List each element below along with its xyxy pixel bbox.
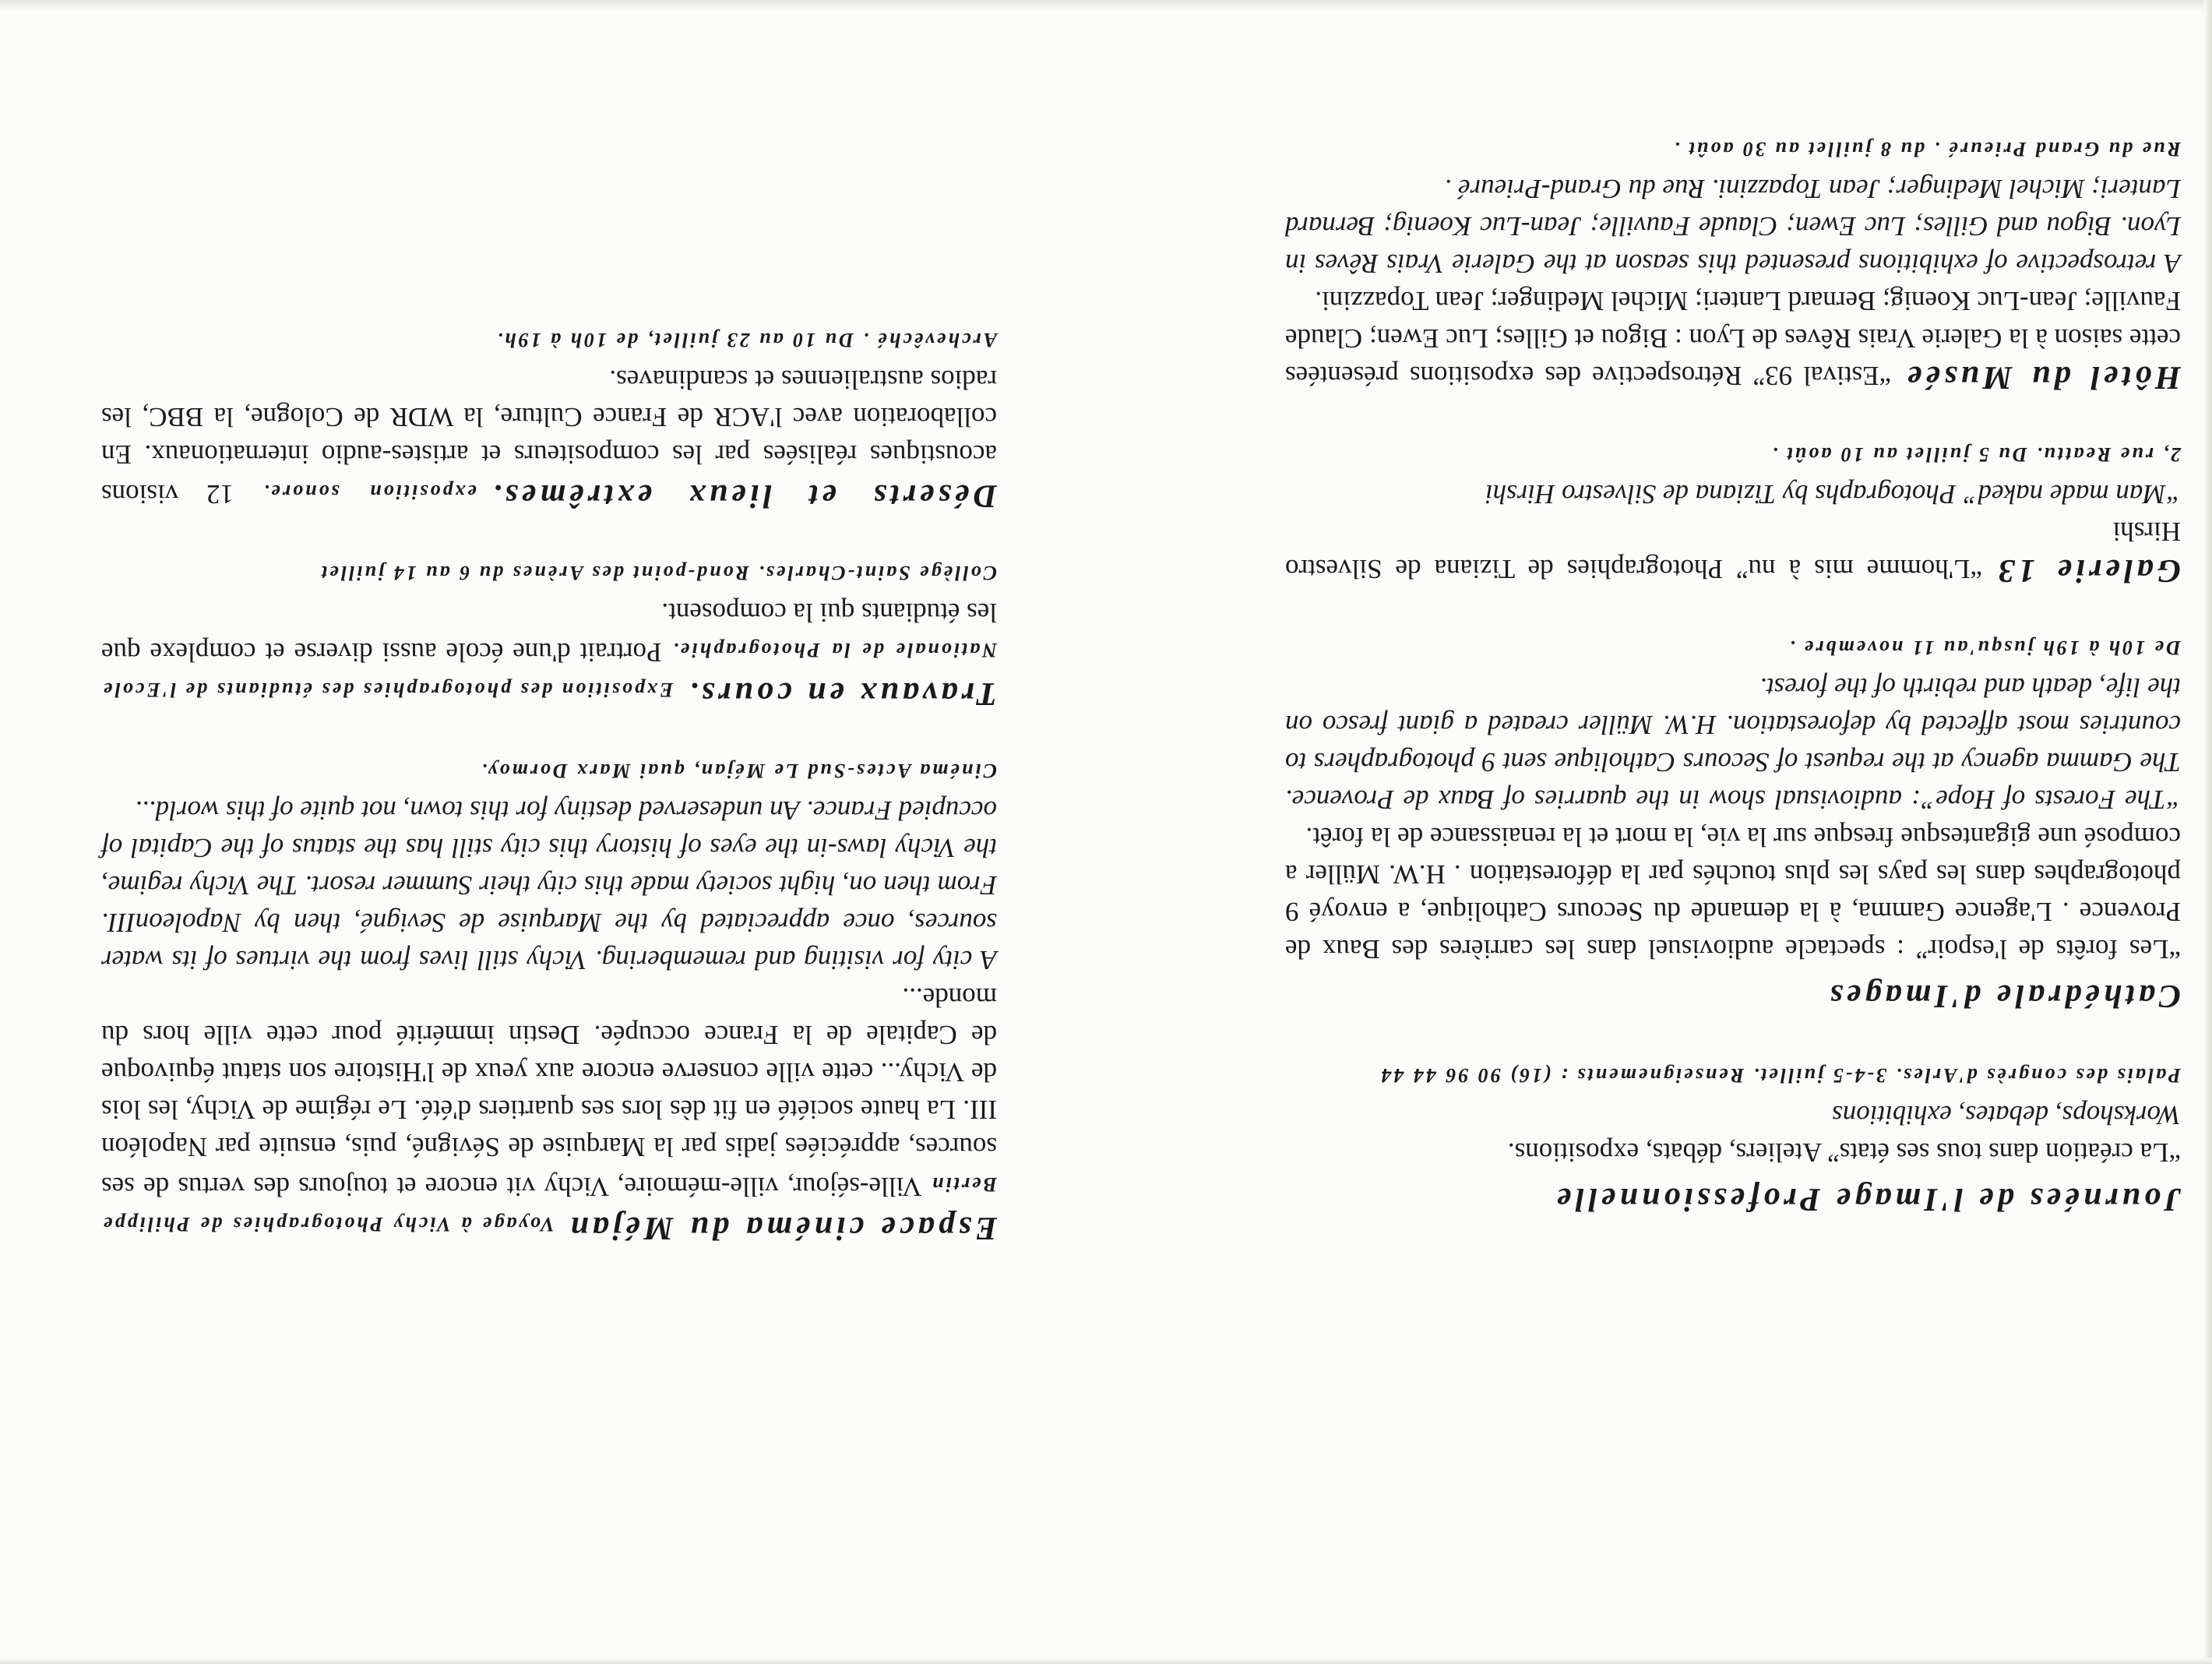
section-title: Espace cinéma du Méjan bbox=[566, 1210, 997, 1246]
section-deserts bbox=[101, 319, 997, 514]
section-text-fr bbox=[1285, 282, 2181, 396]
section-venue: Cinéma Actes-Sud Le Méjan, quai Marx Dormoy. bbox=[479, 760, 997, 782]
section-venue: Palais des congrès d'Arles. 3-4-5 juillet. Renseignements : (16) 90 96 44 44 bbox=[1379, 1064, 2181, 1087]
section-text-fr bbox=[101, 594, 997, 712]
section-espace bbox=[101, 749, 997, 1246]
section-text-fr: “La création dans tous ses états” Ateliers, débats, expositions. bbox=[1507, 1137, 2181, 1168]
section-hotel bbox=[1285, 128, 2181, 396]
section-title: Journées de l'Image Professionnelle bbox=[1552, 1181, 2181, 1217]
section-text: Ville-séjour, ville-mémoire, Vichy vit encore et toujours des vertus de ses sources, appréciées jadis par la Marquise de Sévigné, puis, ensuite par Napoléon III. La haute société en fit dès lors ses quartiers d'été. Le régime de Vichy, les lois de Vichy... cette ville conserve encore aux yeux de l'Histoire son statut équivoque de Capitale de la France occupée. Destin immérité pour cette ville hors du monde... bbox=[101, 982, 997, 1202]
section-venue: De 10h à 19h jusqu'au 11 novembre . bbox=[1787, 636, 2181, 659]
section-text-en: “Man made naked” Photographs by Tiziana de Silvestro Hirshi bbox=[1485, 479, 2181, 509]
section-text: “Estival 93” Rétrospective des expositions présentées cette saison à la Galerie Vrais Rêves de Lyon : Bigou et Gilles; Luc Ewen; Claude Fauville; Jean-Luc Koenig; Bernard Lanteri; Michel Medinger; Jean Topazzini. bbox=[1285, 286, 2181, 391]
section-title: Travaux en cours. bbox=[685, 675, 997, 711]
section-title: Déserts et lieux extrêmes. bbox=[488, 478, 997, 513]
section-text: “L'homme mis à nu” Photographies de Tiziana de Silvestro Hirshi bbox=[1284, 516, 2181, 584]
section-title: Cathédrale d'Images bbox=[1826, 978, 2181, 1014]
section-cathedrale bbox=[1285, 626, 2181, 1017]
left-column bbox=[1285, 90, 2181, 1220]
section-text-fr: “Les forêts de l'espoir” : spectacle audiovisuel dans les carrières des Baux de Provence . L'agence Gamma, à la demande du Secours Catholique, a envoyé 9 photographes dans les pays les plus touchés par la déforestation . H.W. Müller a composé une gigantesque fresque sur la vie, la mort et la renaissance de la forêt. bbox=[1285, 822, 2181, 964]
section-text-en: A city for visiting and remembering. Vichy still lives from the virtues of its water sources, once appreciated by the Marquise de Sevigné, then by NapoleonIII. From then on, hight society made this city their Summer resort. The Vichy regime, the Vichy laws-in the eyes of history this city still has the status of the Capital of occupied France. An undeserved destiny for this town, not quite of this world... bbox=[101, 795, 997, 975]
section-subtitle: exposition sonore. bbox=[261, 481, 477, 503]
section-text-en: A retrospective of exhibitions presented this season at the Galerie Vrais Rêves in Lyon. Bigou and Gilles; Luc Ewen; Claude Fauville; Jean-Luc Koenig; Bernard Lanteri; Michel Medinger; Jean Topazzini. Rue du Grand-Prieuré . bbox=[1285, 174, 2181, 279]
section-text-fr bbox=[1285, 513, 2181, 589]
section-venue: Collège Saint-Charles. Rond-point des Arènes du 6 au 14 juillet bbox=[319, 562, 997, 584]
section-text-fr bbox=[101, 361, 997, 514]
section-venue: Rue du Grand Prieuré . du 8 juillet au 30 août . bbox=[1671, 138, 2181, 160]
section-subtitle: Voyage à Vichy Photographies de Philippe Bertin bbox=[101, 1173, 997, 1236]
section-text-fr bbox=[101, 978, 997, 1246]
section-text-en: “The Forests of Hope”: audiovisual show in the quarries of Baux de Provence. The Gamma agency at the request of Secours Catholique sent 9 photographers to countries most affected by deforestation. H.W. Müller created a giant fresco on the life, death and rebirth of the forest. bbox=[1285, 672, 2181, 815]
section-text-en: Workshops, debates, exhibitions bbox=[1832, 1100, 2181, 1130]
section-text: 12 visions acoustiques réalisées par les compositeurs et artistes-audio internationaux. En collaboration avec l'ACR de France Culture, la WDR de Cologne, la BBC, les radios australiennes et scandinaves. bbox=[101, 365, 997, 509]
section-journees bbox=[1285, 1054, 2181, 1220]
section-subtitle: Exposition des photographies des étudiants de l'Ecole Nationale de la Photographie. bbox=[101, 639, 997, 701]
section-title: Hôtel du Musée bbox=[1903, 359, 2181, 395]
section-galerie13 bbox=[1285, 433, 2181, 589]
right-column bbox=[101, 281, 997, 1246]
section-title: Galerie 13 bbox=[1994, 552, 2181, 588]
section-text: Portrait d'une école aussi diverse et complexe que les étudiants qui la composent. bbox=[101, 598, 997, 668]
section-travaux bbox=[101, 552, 997, 712]
section-venue: 2, rue Reattu. Du 5 juillet au 10 août . bbox=[1770, 443, 2181, 466]
section-venue: Archevêché . Du 10 au 23 juillet, de 10h à 19h. bbox=[495, 329, 997, 351]
